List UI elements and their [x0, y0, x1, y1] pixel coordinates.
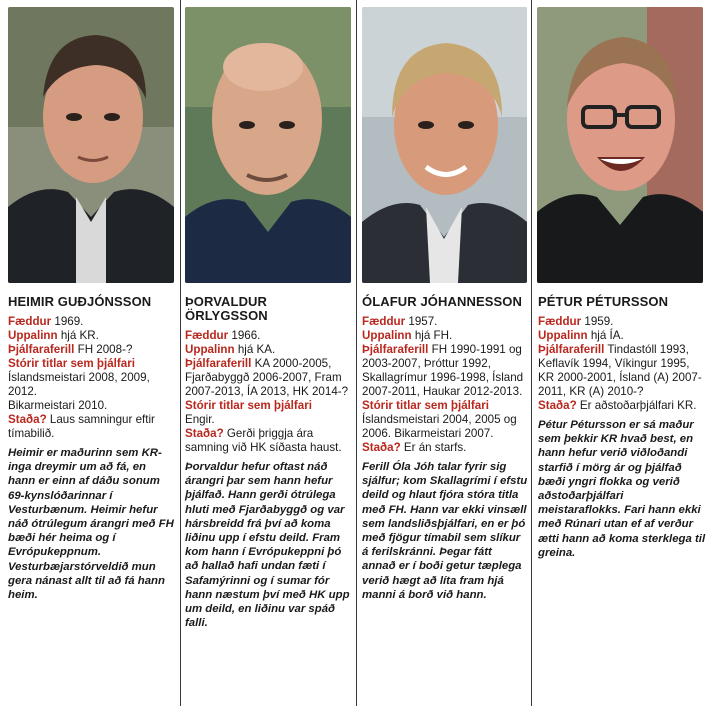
career-value: FH 2008-?	[74, 343, 133, 356]
career-label: Þjálfaraferill	[8, 343, 75, 356]
career-label: Þjálfaraferill	[185, 357, 252, 370]
profile-olafur	[357, 0, 531, 706]
raised-label: Uppalinn	[538, 329, 588, 342]
titles-label: Stórir titlar sem þjálfari	[8, 357, 135, 370]
profile-name: ÞORVALDUR ÖRLYGSSON	[185, 294, 268, 323]
status-value: Gerði þriggja ára samning við HK síðasta haust.	[185, 427, 342, 454]
profile-petur	[532, 0, 713, 706]
status-label: Staða?	[8, 413, 47, 426]
photo-thorvaldur	[185, 7, 351, 283]
titles-value: Íslandsmeistari 2004, 2005 og 2006. Bikarmeistari 2007.	[362, 413, 517, 440]
profile-text	[185, 295, 351, 630]
profile-text	[8, 295, 174, 602]
profile-thorvaldur	[181, 0, 356, 706]
born-label: Fæddur	[185, 329, 229, 342]
profile-name: HEIMIR GUÐJÓNSSON	[8, 294, 152, 309]
profile-text	[362, 295, 528, 602]
born-value: 1966.	[228, 329, 261, 342]
titles-label: Stórir titlar sem þjálfari	[362, 399, 489, 412]
status-label: Staða?	[362, 441, 401, 454]
career-value: FH 1990-1991 og 2003-2007, Þróttur 1992, Skallagrímur 1996-1998, Ísland 2007-2011, Haukar 2012-2013.	[362, 343, 524, 398]
titles-value: Engir.	[185, 413, 215, 426]
career-value: Tindastóll 1993, Keflavík 1994, Víkingur 1995, KR 2000-2001, Ísland (A) 2007-2011, KR (A) 2010-?	[538, 343, 702, 398]
born-value: 1969.	[51, 315, 84, 328]
raised-label: Uppalinn	[8, 329, 58, 342]
profile-name: PÉTUR PÉTURSSON	[538, 294, 669, 309]
titles-value: Íslandsmeistari 2008, 2009, 2012.	[8, 371, 150, 398]
profile-story: Þorvaldur hefur oftast náð árangri þar sem hann hefur þjálfað. Hann gerði ótrúlega hluti með Fjarðabyggð og var hársbreidd frá því að koma liðinu upp í efstu deild. Fram kom hann í Evrópukeppni þó að hallað hafi undan fæti í Safamýrinni og í sumar fór hann næstum því með HK upp um deild, en liðinu var spáð falli.	[185, 461, 350, 630]
status-label: Staða?	[538, 399, 577, 412]
born-label: Fæddur	[538, 315, 582, 328]
raised-value: hjá KA.	[234, 343, 276, 356]
status-label: Staða?	[185, 427, 224, 440]
born-value: 1957.	[405, 315, 438, 328]
raised-value: hjá KR.	[57, 329, 99, 342]
profile-story: Heimir er maðurinn sem KR-inga dreymir um að fá, en hann er einn af dáðu sonum 69-kynslóðarinnar í Vesturbænum. Heimir hefur náð ótrúlegum árangri með FH bæði hér heima og í Evrópukeppnum. Vesturbæjarstórveldið mun gera nánast allt til að fá hann heim.	[8, 447, 174, 602]
profile-text	[538, 295, 706, 560]
titles-label: Stórir titlar sem þjálfari	[185, 399, 312, 412]
career-label: Þjálfaraferill	[362, 343, 429, 356]
raised-label: Uppalinn	[362, 329, 412, 342]
raised-value: hjá FH.	[411, 329, 453, 342]
career-label: Þjálfaraferill	[538, 343, 605, 356]
profile-name: ÓLAFUR JÓHANNESSON	[362, 294, 522, 309]
photo-olafur	[362, 7, 527, 283]
born-label: Fæddur	[362, 315, 406, 328]
career-value: KA 2000-2005, Fjarðabyggð 2006-2007, Fram 2007-2013, ÍA 2013, HK 2014-?	[185, 357, 349, 398]
profile-story: Pétur Pétursson er sá maður sem þekkir KR hvað best, en hann hefur verið viðloðandi starfið í mörg ár og þjálfað bæði yngri flokka og verið aðstoðarþjálfari meistaraflokks. Fari hann ekki með Rúnari utan ef af verður ætti hann að koma sterklega til greina.	[538, 419, 706, 559]
status-value: Laus samningur eftir tímabilið.	[8, 413, 155, 440]
profile-heimir	[0, 0, 180, 706]
photo-petur	[537, 7, 703, 283]
raised-label: Uppalinn	[185, 343, 235, 356]
profile-story: Ferill Óla Jóh talar fyrir sig sjálfur; kom Skallagrími í efstu deild og hlaut fjóra stóra titla með FH. Hann var ekki vinsæll sem landsliðsþjálfari, en er þó með fjögur tímabil sem slíkur á ferilskránni. Þegar fátt annað er í boði getur tæplega verið hægt að líta fram hjá manni á borð við hann.	[362, 461, 528, 601]
photo-heimir	[8, 7, 174, 283]
status-value: Er aðstoðarþjálfari KR.	[576, 399, 697, 412]
titles-value-2: Bikarmeistari 2010.	[8, 399, 108, 412]
status-value: Er án starfs.	[400, 441, 467, 454]
born-label: Fæddur	[8, 315, 52, 328]
raised-value: hjá ÍA.	[587, 329, 624, 342]
born-value: 1959.	[581, 315, 614, 328]
